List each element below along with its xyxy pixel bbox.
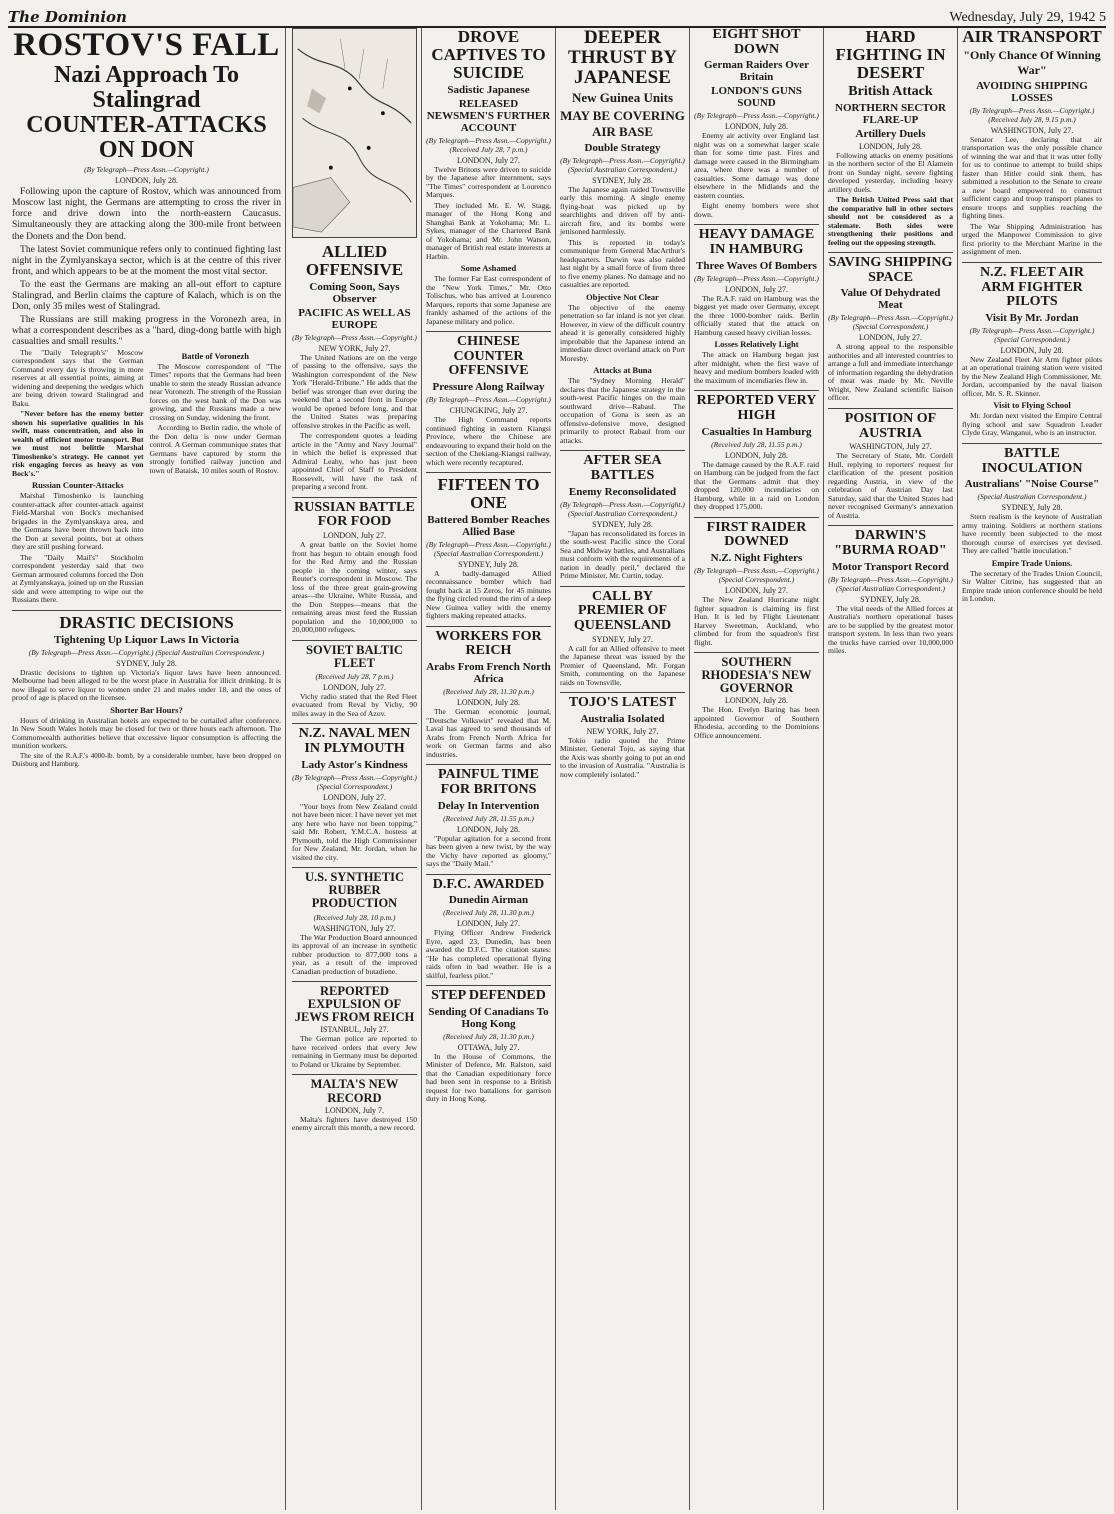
subheadline-stalingrad: Nazi Approach To Stalingrad: [54, 61, 239, 113]
headline-drastic-decisions: DRASTIC DECISIONS: [59, 612, 234, 632]
credit: (Received July 28, 7 p.m.): [315, 671, 394, 681]
dateline: LONDON, July 27.: [724, 284, 789, 294]
article-burma-road: [828, 529, 953, 660]
headline-nz-naval-men: N.Z. NAVAL MEN IN PLYMOUTH: [298, 726, 411, 756]
subheadline: LONDON'S GUNS SOUND: [711, 85, 802, 110]
body-paragraph: The vital needs of the Allied forces at Australia's northern operational bases are to be supplied by the greatest motor transport system. In less than two years the trucks have carried over 10,000,000 miles.: [828, 603, 953, 656]
credit: (Received July 28, 11.30 p.m.): [443, 687, 534, 697]
map-illustration: [292, 28, 417, 238]
headline-rostov: ROSTOV'S FALL: [13, 28, 280, 63]
article-synthetic-rubber: [292, 871, 417, 982]
body-paragraph: "Popular agitation for a second front has been given a new twist, by the way the Vichy have reported as gloomy," says the "Daily Mail.": [426, 833, 551, 869]
headline-soviet-baltic-fleet: SOVIET BALTIC FLEET: [306, 642, 403, 670]
headline-nz-fleet-air-arm: N.Z. FLEET AIR ARM FIGHTER PILOTS: [980, 264, 1084, 310]
subheadline: Sending Of Canadians To Hong Kong: [428, 1005, 549, 1030]
article-austria: [828, 412, 953, 526]
dateline: SYDNEY, July 28.: [458, 559, 519, 569]
body-paragraph: A strong appeal to the responsible authorities and all interested countries to arrange a full and immediate interchange of information regarding the dehydration of meat was made by Mr. Neville Wright, New Zealand scientific liaison officer.: [828, 342, 953, 403]
body-paragraph: Malta's fighters have destroyed 150 enemy aircraft this month, a new record.: [292, 1114, 417, 1133]
credit: (By Telegraph—Press Assn.—Copyright.) (Special Correspondent.): [292, 772, 417, 791]
credit: (Received July 28, 11.30 p.m.): [443, 1031, 534, 1041]
body-paragraph: The German economic journal, "Deutsche Volkswirt" revealed that M. Laval has agreed to send thousands of Arabs from French North Africa for work on German farms and also industries.: [426, 707, 551, 759]
headline-reported-very-high: REPORTED VERY HIGH: [696, 393, 817, 423]
section-subhead: Empire Trade Unions.: [991, 557, 1073, 568]
article-eight-shot-down: [694, 28, 819, 225]
body-paragraph: Enemy air activity over England last night was on a somewhat larger scale than for some time past. Fires and damage were caused in the Birmingham area, where there was a number of casualties. Some damage was done elsewhere in the Midlands and the eastern counties.: [694, 131, 819, 200]
dateline: SYDNEY, July 28.: [592, 519, 653, 529]
dateline: LONDON, July 28.: [456, 824, 521, 834]
dateline: LONDON, July 27.: [322, 792, 387, 802]
credit: (Received July 28, 11.55 p.m.): [711, 439, 802, 449]
body-paragraph: Twelve Britons were driven to suicide by the Japanese after internment, says "The Times" correspondent at Lourenco Marques.: [426, 164, 551, 200]
columns: [8, 28, 1106, 1510]
article-hamburg-damage: [694, 228, 819, 391]
headline-heavy-damage-hamburg: HEAVY DAMAGE IN HAMBURG: [698, 227, 815, 258]
column-1: [8, 28, 286, 1510]
headline-tojos-latest: TOJO'S LATEST: [568, 695, 677, 711]
subheadline: Artillery Duels: [855, 127, 926, 140]
body-paragraph: The War Production Board announced its approval of an increase in synthetic rubber production to 877,000 tons a year, as a result of the improved Canadian production of butadiene.: [292, 932, 417, 976]
article-baltic-fleet: [292, 644, 417, 725]
column-7: [958, 28, 1106, 1510]
body-paragraph: Stern realism is the keynote of Australian army training. Soldiers at northern stations have recently been subjected to the most thorough course of exercises yet devised. They are called "battle inoculation.": [962, 512, 1102, 556]
dateline: LONDON, July 28.: [724, 122, 789, 132]
body-paragraph: A call for an Allied offensive to meet the Japanese threat was issued by the Premier of Queensland, Mr. Forgan Smith, commenting on the Japanese raids on Townsville.: [560, 643, 685, 687]
article-liquor-laws: [12, 614, 281, 774]
lead-paragraph: The Russians are still making progress in the Voronezh area, in what a correspondent describes as a "hard, ding-dong battle with high casualties and small results.": [12, 313, 281, 347]
credit: (By Telegraph—Press Assn.—Copyright.) (Special Correspondent.): [828, 313, 953, 332]
subheadline: Arabs From French North Africa: [426, 661, 551, 686]
headline-synthetic-rubber: U.S. SYNTHETIC RUBBER PRODUCTION: [305, 870, 404, 911]
dateline: ISTANBUL, July 27.: [320, 1025, 389, 1035]
subheadline: Delay In Intervention: [437, 799, 540, 812]
dateline: LONDON, July 28.: [114, 176, 179, 186]
headline-hard-fighting: HARD FIGHTING IN DESERT: [835, 28, 946, 82]
headline-painful-time: PAINFUL TIME FOR BRITONS: [438, 767, 539, 797]
headline-deeper-thrust: DEEPER THRUST BY JAPANESE: [568, 28, 677, 88]
credit: (Special Australian Correspondent.): [977, 492, 1087, 502]
footnote: The site of the R.A.F.'s 4000-lb. bomb, by a considerable number, have been dropped on Duisburg and Hamburg.: [12, 751, 281, 768]
body-paragraph: The damage caused by the R.A.F. raid on Hamburg can be judged from the fact that the Germans admit that they dropped 120,000 incendiaries on Hamburg, while in a raid on London they dropped 175,000.: [694, 459, 819, 512]
body-paragraph: Hours of drinking in Australian hotels are expected to be curtailed after conference. In New South Wales hotels may be closed for two or three hours each afternoon. The Commonwealth authorities believe that excessive liquor consumption is affecting the munition workers.: [12, 715, 281, 751]
dateline: LONDON, July 28.: [724, 696, 789, 706]
dateline: LONDON, July 27.: [456, 155, 521, 165]
dateline: LONDON, July 28.: [1000, 345, 1064, 355]
body-paragraph: The German police are reported to have received orders that every Jew remaining in Germany must be deported to Poland or Ukraine by September.: [292, 1034, 417, 1069]
body-paragraph: Mr. Jordan next visited the Empire Central flying school and saw Squadron Leader Clyde Gray, Wanganui, who is an instructor.: [962, 411, 1102, 438]
body-left: [12, 349, 144, 607]
body-paragraph: The objective of the enemy penetration so far inland is not yet clear. However, in view of the difficult country ahead it is generally considered highly improbable that the Japanese intend an immediate direct overland attack on Port Moresby.: [560, 302, 685, 363]
credit: (By Telegraph—Press Assn.—Copyright.): [694, 273, 819, 283]
body-paragraph: "Your boys from New Zealand could not have been nicer. I have never yet met any here who have not been topping," said Mr. Robert, Y.M.C.A. hostess at Plymouth, told the High Commissioner for New Zealand, Mr. Jordan, when he visited the city.: [292, 801, 417, 862]
body-paragraph: A badly-damaged Allied reconnaissance bomber which had fought back at 15 Zeros, for 45 minutes the flying circled round the rim of a deep New Guinea valley with the enemy fighters making repeated attacks.: [426, 568, 551, 621]
subheadline: Value Of Dehydrated Meat: [840, 287, 941, 312]
dateline: NEW YORK, July 27.: [318, 343, 391, 353]
article-russian-food: [292, 501, 417, 641]
dateline: SYDNEY, July 28.: [592, 175, 653, 185]
body-paragraph: The High Command reports continued fighting in eastern Kiangsi Province, where the Chinese are endeavouring to expand their hold on the section of the Chekiang-Kiangsi railway, which were recently recaptured.: [426, 415, 551, 467]
column-3: [422, 28, 556, 1510]
headline-darwins-burma-road: DARWIN'S "BURMA ROAD": [834, 528, 947, 558]
column-5: [690, 28, 824, 1510]
subheadline: Double Strategy: [584, 141, 661, 154]
credit: (By Telegraph—Press Assn.—Copyright.) (Received July 28, 9.15 p.m.): [969, 105, 1095, 124]
body-paragraph: The War Shipping Administration has urged the Manpower Commission to give first priority to the Merchant Marine in the assignment of men.: [962, 221, 1102, 257]
article-nz-naval-men: [292, 727, 417, 868]
body-paragraph: The R.A.F. raid on Hamburg was the biggest yet made over Germany, except the three 1000-bomber raids. Berlin officially stated that the attack on Hamburg caused heavy civilian losses.: [694, 293, 819, 337]
article-tojo: [560, 696, 685, 784]
body-paragraph: Vichy radio stated that the Red Fleet evacuated from Reval by Vichy, 90 miles away in the Sea of Azov.: [292, 691, 417, 718]
lead-paragraph: The latest Soviet communique refers only to continued fighting last night in the Zymlyanskaya sector, which is at the centre of this river front, and which appears to be at the moment the most vital sector.: [12, 243, 281, 277]
credit: (Received July 28, 11.55 p.m.): [443, 813, 534, 823]
headline-after-sea-battles: AFTER SEA BATTLES: [583, 453, 662, 483]
headline-first-raider-downed: FIRST RAIDER DOWNED: [706, 519, 807, 550]
credit: (By Telegraph—Press Assn.—Copyright.) (Received July 28, 7 p.m.): [426, 135, 551, 154]
credit: (By Telegraph—Press Assn.—Copyright.) (Special Australian Correspondent.): [426, 539, 551, 558]
article-dfc-awarded: [426, 878, 551, 987]
article-workers-for-reich: [426, 630, 551, 765]
headline-dfc-awarded: D.F.C. AWARDED: [432, 876, 545, 892]
section-subhead: Visit to Flying School: [993, 400, 1071, 411]
article-first-raider: [694, 521, 819, 653]
headline-malta-record: MALTA'S NEW RECORD: [310, 1077, 399, 1105]
article-rhodesia-governor: [694, 656, 819, 745]
dateline: LONDON, July 28.: [858, 141, 923, 151]
dateline: WASHINGTON, July 27.: [313, 923, 396, 933]
subheadline: Casualties In Hamburg: [701, 425, 812, 438]
body-paragraph: New Zealand Fleet Air Arm fighter pilots at an operational training station were visited by the New Zealand High Commissioner, Mr. Jordan, accompanied by the naval liaison officer, Mr. S. R. Skinner.: [962, 354, 1102, 398]
body-paragraph: The "Daily Mail's" Stockholm correspondent yesterday said that two German armoured columns forced the Don at Zymlyanskaya, joined up on the Russian side and were attempting to wipe out the Russians there.: [12, 552, 144, 605]
article-deeper-thrust: [560, 28, 685, 451]
subheadline: Lady Astor's Kindness: [301, 758, 408, 771]
headline-eight-shot-down: EIGHT SHOT DOWN: [712, 28, 801, 57]
body-paragraph: The New Zealand Hurricane night fighter squadron is claiming its first Hun. It is led by Flight Lieutenant Harvey Sweetman, Auckland, who climbed for from the squadron's first flight.: [694, 595, 819, 647]
body-paragraph: The British United Press said that the comparative lull in other sectors should not be considered as a stalemate. Both sides were strengthening their positions and feeling out the opposing strength.: [828, 195, 953, 247]
section-subhead: Losses Relatively Light: [714, 339, 799, 350]
headline-saving-shipping-space: SAVING SHIPPING SPACE: [828, 255, 953, 285]
dateline: WASHINGTON, July 27.: [849, 442, 932, 452]
subheadline: AVOIDING SHIPPING LOSSES: [976, 79, 1088, 104]
headline-air-transport: AIR TRANSPORT: [962, 28, 1102, 46]
article-fleet-air-arm: [962, 266, 1102, 444]
section-subhead: Attacks at Buna: [593, 365, 652, 376]
subheadline: Enemy Reconsolidated: [568, 485, 677, 498]
dateline: LONDON, July 27.: [724, 586, 789, 595]
subheadline: PACIFIC AS WELL AS EUROPE: [298, 306, 411, 331]
credit: (Received July 28, 11.30 p.m.): [443, 908, 534, 918]
credit: (By Telegraph—Press Assn.—Copyright.) (Special Australian Correspondent.): [828, 574, 953, 593]
section-subhead: Battle of Voronezh: [181, 350, 249, 361]
body-paragraph: The "Sydney Morning Herald" declares that the Japanese strategy in the south-west Pacific hinges on the main southward drive—Rabaul. The occupation of Gona is seen as an offensive-defensive move, designed primarily to protect Rabaul from our attacks.: [560, 376, 685, 445]
subheadline: New Guinea Units: [571, 89, 674, 105]
credit: (Received July 28, 10 p.m.): [313, 912, 396, 922]
credit: (By Telegraph—Press Assn.—Copyright.) (Special Australian Correspondent.): [28, 647, 265, 657]
subheadline: Sadistic Japanese: [447, 83, 530, 96]
dateline: LONDON, July 27.: [322, 682, 387, 692]
subheadline: Battered Bomber Reaches Allied Base: [427, 513, 550, 538]
body-paragraph: The United Nations are on the verge of passing to the offensive, says the Washington correspondent of the New York "Herald-Tribune." He adds that the belief was stronger than ever during the weekend that a second front in Europe would be opened before long, and that the United States was preparing offensive strokes in the Pacific as well.: [292, 352, 417, 430]
subheadline: Australians' "Noise Course": [964, 478, 1100, 491]
headline-call-by-premier: CALL BY PREMIER OF QUEENSLAND: [573, 588, 672, 634]
dateline: LONDON, July 27.: [858, 333, 923, 343]
body-paragraph: Senator Lee, declaring that air transportation was the only possible chance of winning the war and that it was utter folly for us to continue to attempt to build ships faster than Hitler could sink them, has submitted a resolution to the Senate to create a new board empowered to construct sufficient cargo and troop transport planes to ensure troops and supplies reaching the fighting lines.: [962, 134, 1102, 221]
credit: (By Telegraph—Press Assn.—Copyright.) (Special Correspondent.): [694, 566, 819, 584]
article-expulsion-jews: [292, 985, 417, 1075]
body-paragraph: The Japanese again raided Townsville early this morning. A single enemy flying-boat was picked up by searchlights and driven off by anti-aircraft fire, and its bombs were jettisoned harmlessly.: [560, 184, 685, 237]
subheadline: Three Waves Of Bombers: [696, 259, 817, 272]
dateline: NEW YORK, July 27.: [586, 726, 659, 736]
article-chinese-offensive: [426, 335, 551, 473]
credit: (By Telegraph—Press Assn.—Copyright.) (Special Australian Correspondent.): [560, 499, 685, 518]
credit: (By Telegraph—Press Assn.—Copyright.) (Special Australian Correspondent.): [560, 155, 685, 174]
column-2: [288, 28, 422, 1510]
subheadline: NORTHERN SECTOR FLARE-UP: [835, 101, 946, 126]
page-number: 5: [1099, 10, 1106, 25]
subheadline: Pressure Along Railway: [432, 381, 545, 394]
article-after-sea-battles: [560, 454, 685, 586]
body-paragraph: In the House of Commons, the Minister of Defence, Mr. Ralston, said that the Canadian expeditionary force had been sent in response to a British request for two battalions for garrison duty in Hong Kong.: [426, 1051, 551, 1104]
dateline: WASHINGTON, July 27.: [990, 125, 1074, 135]
dateline: LONDON, July 28.: [456, 698, 521, 708]
body-paragraph: The Hon. Evelyn Baring has been appointed Governor of Southern Rhodesia, according to the Dominions Office announcement.: [694, 705, 819, 740]
headline-rhodesia-governor: SOUTHERN RHODESIA'S NEW GOVERNOR: [701, 655, 812, 696]
section-subhead: Russian Counter-Attacks: [31, 480, 124, 491]
subheadline: N.Z. Night Fighters: [710, 552, 803, 564]
credit: (By Telegraph—Press Assn.—Copyright.): [694, 111, 819, 121]
article-hard-fighting: [828, 28, 953, 253]
section-subhead: Shorter Bar Hours?: [110, 704, 183, 715]
credit: (By Telegraph—Press Assn.—Copyright.): [292, 332, 417, 342]
body-right: [150, 349, 282, 607]
article-rostov: [12, 28, 281, 611]
body-paragraph: According to Berlin radio, the whole of the Don delta is now under German control. A German communique states that Germans have captured by storm the strongly fortified railway junction and town of Bataisk, 10 miles south of Rostov.: [149, 423, 281, 475]
article-step-defended: [426, 989, 551, 1109]
article-captives-suicide: [426, 28, 551, 332]
dateline: OTTAWA, July 27.: [457, 1042, 520, 1052]
dateline: LONDON, July 28.: [724, 450, 789, 460]
credit: (By Telegraph—Press Assn.—Copyright.): [426, 395, 551, 405]
lead-paragraph: To the east the Germans are making an all-out effort to capture Stalingrad, and Berlin claims the capture of Kalach, which is on the Don, only 35 miles west of Stalingrad.: [12, 278, 281, 312]
body-paragraph: The correspondent quotes a leading article in the "Army and Navy Journal" in which the belief is expressed that Admiral Leahy, who has just been appointed Chief of Staff to President Roosevelt, will have the task of preparing a second front.: [292, 431, 417, 492]
headline-battle-inoculation: BATTLE INOCULATION: [981, 445, 1083, 476]
subheadline: MAY BE COVERING AIR BASE: [560, 107, 685, 139]
headline-drove-captives: DROVE CAPTIVES TO SUICIDE: [431, 28, 546, 82]
dateline: LONDON, July 7.: [324, 1105, 385, 1115]
headline-expulsion: REPORTED EXPULSION OF JEWS FROM REICH: [294, 984, 415, 1025]
body-columns: [12, 349, 281, 607]
body-paragraph: A great battle on the Soviet home front has begun to obtain enough food for the Red Army and the Russian people in the coming winter, says Reuter's correspondent in Moscow. The loss of the three great grain-growing areas—the Ukraine, White Russia, and the Don Steppes—means that the remaining areas must feed the Russian population and the 10,000,000 to 20,000,000 refugees.: [292, 540, 417, 635]
article-premier-queensland: [560, 590, 685, 694]
subheadline: Dunedin Airman: [448, 894, 529, 907]
body-paragraph: Tokio radio quoted the Prime Minister, General Tojo, as saying that the Axis was shortly going to put an end to the invasion of Australia. "Australia is now completely isolated.": [560, 735, 685, 779]
column-6: [824, 28, 958, 1510]
subheadline: Australia Isolated: [580, 712, 665, 725]
headline-fifteen-to-one: FIFTEEN TO ONE: [437, 475, 540, 512]
subheadline: Tightening Up Liquor Laws In Victoria: [53, 633, 240, 646]
subheadline: German Raiders Over Britain: [703, 59, 810, 84]
subheadline: Motor Transport Record: [832, 560, 949, 573]
credit: (By Telegraph—Press Assn.—Copyright.): [84, 165, 209, 175]
body-paragraph: Eight enemy bombers were shot down.: [694, 201, 819, 219]
body-paragraph: They included Mr. E. W. Stagg, manager of the Hong Kong and Shanghai Bank at Yokohama; Mr. L. Sykes, manager of the Chartered Bank of Yokohama; and Mr. John Watson, manager of British real estate interests at Harbin.: [426, 200, 551, 261]
subheadline: Coming Soon, Says Observer: [309, 280, 400, 305]
subheadline: "Only Chance Of Winning War": [963, 47, 1101, 77]
body-paragraph: The "Daily Telegraph's" Moscow correspondent says that the German Command every day is throwing in more reserves at all essential points, aiming at widening and deepening the wedges which are being driven toward Stalingrad and Baku.: [12, 347, 144, 408]
body-paragraph: Marshal Timoshenko is launching counter-attack after counter-attack against Field-Marshal von Bock's mechanised brigades in the Zymlyanskaya area, and the Germans have been thrown back into the Don at several points, but at others they are still pushing forward.: [12, 491, 144, 552]
body-paragraph: The Moscow correspondent of "The Times" reports that the Germans had been unable to stem the steady Russian advance near Voronezh. The strength of the Russian forces on the west bank of the Don was growing, and the Russians made a new crossing on Sunday, widening the front.: [149, 361, 281, 422]
body-paragraph: "Japan has reconsolidated its forces in the south-west Pacific since the Coral Sea and Midway battles, and Australians must conform with the requirements of a nation in deadly peril," declared the Prime Minister, Mr. Curtin, today.: [560, 528, 685, 581]
body-paragraph: Drastic decisions to tighten up Victoria's liquor laws have been announced. Melbourne had been alleged to be the worst place in Australia for illicit drinking. It is now illegal to serve liquor to women under 21 and males under 18, and the onus of proof of age is placed on the licensee.: [12, 667, 281, 703]
body-paragraph: "Never before has the enemy better shown his superlative qualities in his swift, mass concentration, and also in wealth of efficient motor transport. But we must not belittle Marshal Timoshenko's strategy. He cannot yet risk engaging forces as heavy as von Bock's.": [12, 409, 144, 478]
dateline: SYDNEY, July 28.: [116, 658, 177, 668]
dateline: SYDNEY, July 28.: [1001, 503, 1063, 513]
article-fifteen-to-one: [426, 476, 551, 627]
headline-workers-for-reich: WORKERS FOR REICH: [435, 628, 542, 659]
masthead-date: [949, 10, 1106, 26]
lead-paragraph: Following upon the capture of Rostov, which was announced from Moscow last night, the Germans are attempting to cross the river in force and drive down into the north-eastern Caucasus. Simultaneously they are attacking along the 300-mile front between the Donets and the Don bend.: [12, 186, 281, 242]
body-paragraph: The secretary of the Trades Union Council, Sir Walter Citrine, has suggested that an Empire trade union conference should be held in London.: [962, 568, 1103, 604]
masthead-title: The Dominion: [8, 8, 127, 26]
article-hamburg-casualties: [694, 394, 819, 517]
article-malta: [292, 1078, 417, 1137]
article-battle-inoculation: [962, 447, 1102, 609]
dateline: CHUNGKING, July 27.: [449, 406, 528, 416]
headline-russian-battle-for-food: RUSSIAN BATTLE FOR FOOD: [294, 499, 415, 530]
body-paragraph: Flying Officer Andrew Frederick Eyre, aged 23, Dunedin, has been awarded the D.F.C. The citation states: "He has completed operational flying raids often in bad weather. He is a skilful, fearless pilot.": [426, 928, 551, 980]
subheadline: Visit By Mr. Jordan: [985, 311, 1079, 324]
body-paragraph: The Secretary of State, Mr. Cordell Hull, replying to reporters' request for clarification of the present position regarding Austria, in view of the celebration of Austrian Day last Saturday, said that the United States had never recognised Germany's annexation of Austria.: [828, 451, 953, 520]
headline-chinese-counter-offensive: CHINESE COUNTER OFFENSIVE: [448, 334, 529, 379]
subheadline: RELEASED NEWSMEN'S FURTHER ACCOUNT: [426, 97, 551, 134]
article-painful-time: [426, 768, 551, 874]
headline-position-of-austria: POSITION OF AUSTRIA: [844, 410, 937, 441]
column-4: [556, 28, 690, 1510]
article-allied-offensive: [292, 243, 417, 498]
body-paragraph: The former Far East correspondent of the "New York Times," Mr. Otto Tolischus, who has arrived at Lourenco Marques, reports that some Japanese are frankly ashamed of the actions of the Japanese military and police.: [426, 274, 551, 326]
body-paragraph: The attack on Hamburg began just after midnight, when the first wave of heavy and medium bombers loaded with the maximum of incendiaries flew in.: [694, 350, 819, 385]
subheadline: British Attack: [848, 83, 933, 99]
masthead: [8, 4, 1106, 28]
dateline: SYDNEY, July 28.: [860, 594, 921, 604]
subheadline-counter-attacks: COUNTER-ATTACKS ON DON: [26, 112, 267, 164]
headline-allied-offensive: ALLIED OFFENSIVE: [305, 242, 404, 279]
body-paragraph: Following attacks on enemy positions in the northern sector of the El Alamein front on Sunday night, severe fighting developed yesterday, including heavy artillery duels.: [828, 150, 953, 194]
article-saving-shipping: [828, 256, 953, 409]
section-subhead: Some Ashamed: [460, 263, 517, 274]
section-subhead: Objective Not Clear: [586, 291, 659, 302]
body-paragraph: This is reported in today's communique from General MacArthur's headquarters. Darwin was also raided last night by a small force of from three to five enemy planes. No damage and no casualties are reported.: [560, 237, 685, 290]
article-air-transport: [962, 28, 1102, 263]
credit: (By Telegraph—Press Assn.—Copyright.) (Special Correspondent.): [969, 325, 1095, 344]
dateline: SYDNEY, July 27.: [592, 634, 653, 644]
dateline: LONDON, July 27.: [456, 919, 521, 929]
headline-step-defended: STEP DEFENDED: [431, 988, 546, 1004]
dateline: LONDON, July 27.: [322, 531, 387, 541]
issue-date: Wednesday, July 29, 1942: [949, 10, 1096, 25]
